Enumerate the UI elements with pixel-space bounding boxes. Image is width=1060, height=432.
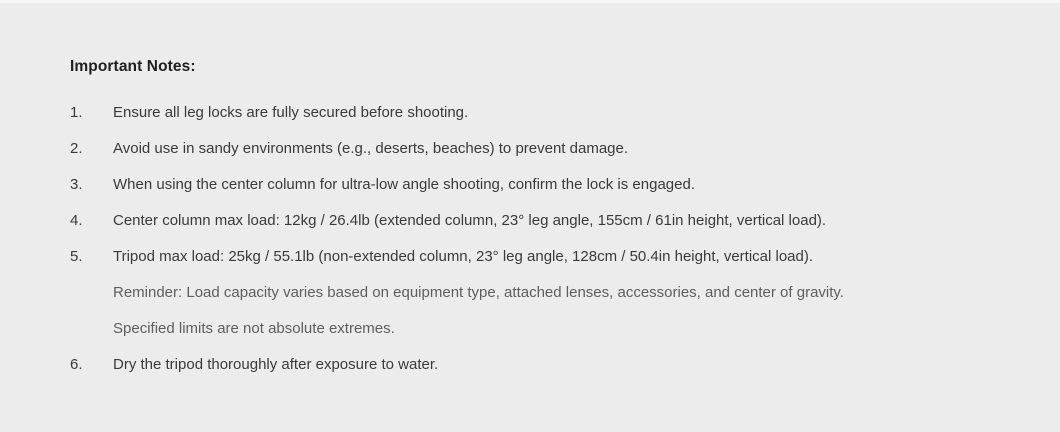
note-text: Dry the tripod thoroughly after exposure to water.: [113, 356, 439, 373]
note-number: 4.: [70, 212, 83, 229]
reminder-indent: [70, 319, 113, 339]
note-text: Ensure all leg locks are fully secured before shooting.: [113, 104, 469, 121]
note-text: Avoid use in sandy environments (e.g., deserts, beaches) to prevent damage.: [113, 140, 629, 157]
reminder-indent: [70, 283, 113, 303]
note-item-5: [70, 247, 1060, 267]
note-number: 5.: [70, 248, 83, 265]
note-item-6: [70, 355, 1060, 375]
note-item-1: [70, 103, 1060, 123]
note-item-3: [70, 175, 1060, 195]
note-number: 2.: [70, 140, 83, 157]
note-item-4: [70, 211, 1060, 231]
note-text: Tripod max load: 25kg / 55.1lb (non-extended column, 23° leg angle, 128cm / 50.4in height, vertical load).: [113, 248, 814, 265]
notes-heading: Important Notes:: [70, 58, 196, 75]
note-item-2: [70, 139, 1060, 159]
note-number: 1.: [70, 104, 83, 121]
reminder-text: Specified limits are not absolute extremes.: [113, 320, 395, 337]
note-text: When using the center column for ultra-low angle shooting, confirm the lock is engaged.: [113, 176, 695, 193]
top-divider: [0, 0, 1060, 3]
note-reminder-line-1: [70, 283, 1060, 303]
note-reminder-line-2: [70, 319, 1060, 339]
note-number: 3.: [70, 176, 83, 193]
reminder-text: Reminder: Load capacity varies based on equipment type, attached lenses, accessories, and center of gravity.: [113, 284, 844, 301]
note-number: 6.: [70, 356, 83, 373]
note-text: Center column max load: 12kg / 26.4lb (extended column, 23° leg angle, 155cm / 61in height, vertical load).: [113, 212, 827, 229]
